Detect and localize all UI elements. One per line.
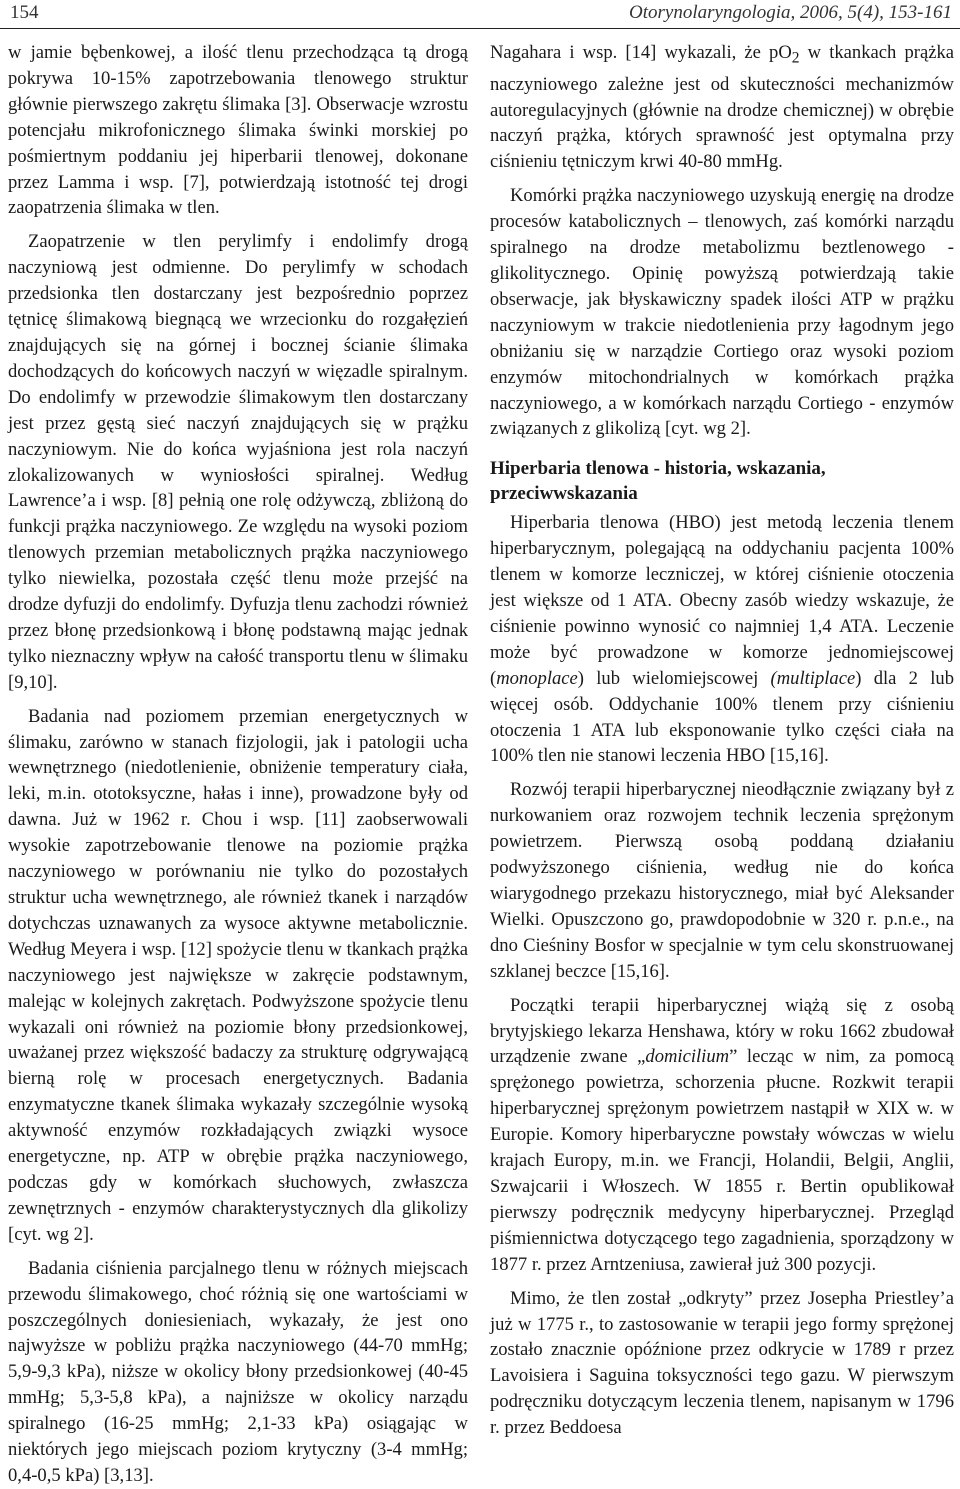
section-heading: Hiperbaria tlenowa - historia, wskazania, przeciwwskazania <box>490 458 826 505</box>
text-run: ” lecząc w nim, za pomocą sprężonego powietrza, schorzenia płucne. Rozkwit terapii hiperbarycznej sprężonym powietrzem nastąpił w XIX w. w Europie. Komory hiperbaryczne powstały wówczas w wielu krajach Europy, m.in. we Francji, Holandii, Belgii, Anglii, Szwajcarii i Włoszech. W 1855 r. Bertin opublikował pierwszy podręcznik medycyny hiperbarycznej. Przegląd piśmiennictwa dotyczącego tego zagadnienia, sporządzony w 1877 r. przez Arntzeniusa, zawierał już 300 pozycji. <box>490 1046 955 1275</box>
italic-term: (multiplace <box>770 667 856 689</box>
header-rule <box>0 28 960 29</box>
subscript: 2 <box>791 49 800 67</box>
italic-term: domicilium <box>645 1046 730 1068</box>
left-column <box>8 40 468 1486</box>
text-run: w tkankach prążka naczyniowego zależne jest od skuteczności mechanizmów autoregulacyjnych (głównie na drodze chemicznej) w obrębie naczyń prążka, których sprawność jest optymalna przy ciśnieniu tętniczym krwi 40-80 mmHg. <box>490 42 954 173</box>
page-number: 154 <box>10 2 39 23</box>
text-run: Początki terapii hiperbarycznej wiążą się z osobą brytyjskiego lekarza Henshawa, który w roku 1662 zbudował urządzenie zwane „ <box>490 994 954 1068</box>
text-run: ) dla 2 lub więcej osób. Oddychanie 100% tlenem przy ciśnieniu otoczenia 1 ATA lub eksponowanie tylko części ciała na 100% tlen nie stanowi leczenia HBO [15,16]. <box>490 667 954 767</box>
paragraph: w jamie bębenkowej, a ilość tlenu przechodząca tą drogą pokrywa 10-15% zapotrzebowania tlenowego struktur głównie pierwszego zakrętu ślimaka [3]. Obserwacje wzrostu potencjału mikrofonicznego ślimaka świnki morskiej po pośmiertnym poddaniu jej hiperbarii tlenowej, dokonane przez Lamma i wsp. [7], potwierdzają istotność tej drogi zaopatrzenia ślimaka w tlen. <box>8 42 468 219</box>
paragraph <box>490 993 954 1278</box>
journal-citation: Otorynolaryngologia, 2006, 5(4), 153-161 <box>629 2 952 23</box>
paragraph: Badania nad poziomem przemian energetycznych w ślimaku, zarówno w stanach fizjologii, jak i patologii ucha wewnętrznego (niedotlenienie, obniżenie temperatury ciała, leki, m.in. ototoksyczne, hałas i inne), prowadzone były od dawna. Już w 1962 r. Chou i wsp. [11] zaobserwowali wysokie zapotrzebowanie tlenowe na poziomie prążka naczyniowego w porównaniu nie tylko do pozostałych struktur ucha wewnętrznego, ale również tkanek i narządów dotychczas uznawanych za wysoce aktywne metabolicznie. Według Meyera i wsp. [12] spożycie tlenu w tkankach prążka naczyniowego jest największe w zakręcie podstawnym, malejąc w kolejnych zakrętach. Podwyższone spożycie tlenu wykazali oni również na poziomie błony przedsionkowej, uważanej przez większość badaczy za strukturę odgrywającą bierną rolę w procesach energetycznych. Badania enzymatyczne tkanek ślimaka wykazały szczególnie wysoką aktywność enzymów rozkładających związki wysoce energetyczne, np. ATP w obrębie prążka naczyniowego, podczas gdy w komórkach słuchowych, zwłaszcza zewnętrznych - enzymów charakterystycznych dla glikolizy [cyt. wg 2]. <box>8 705 468 1245</box>
paragraph: Badania ciśnienia parcjalnego tlenu w różnych miejscach przewodu ślimakowego, choć różnią się one wartościami w poszczególnych doniesieniach, wykazały, że jest ono najwyższe w pobliżu prążka naczyniowego (44-70 mmHg; 5,9-9,3 kPa), niższe w okolicy błony przedsionkowej (40-45 mmHg; 5,3-5,8 kPa), a najniższe w okolicy narządu spiralnego (16-25 mmHg; 2,1-33 kPa) osiągając w niektórych jego miejscach poziom krytyczny (3-4 mmHg; 0,4-0,5 kPa) [3,13]. <box>8 1257 468 1486</box>
paragraph: Mimo, że tlen został „odkryty” przez Josepha Priestley’a już w 1775 r., to zastosowanie w terapii jego formy sprężonej zostało znacznie opóźnione przez odkrycie w 1789 r przez Lavoisiera i Saguina toksyczności tego gazu. W pierwszym podręczniku dotyczącym leczenia tlenem, napisanym w 1796 r. przez Beddoesa <box>490 1287 954 1439</box>
paragraph: Rozwój terapii hiperbarycznej nieodłącznie związany był z nurkowaniem oraz rozwojem technik leczenia sprężonym powietrzem. Pierwszą osobą poddaną działaniu podwyższonego ciśnienia, według nie do końca wiarygodnego przekazu historycznego, miał być Aleksander Wielki. Opuszczono go, prawdopodobnie w 320 r. p.n.e., na dno Cieśniny Bosfor w specjalnie w tym celu skonstruowanej szklanej beczce [15,16]. <box>490 779 954 982</box>
paragraph: Zaopatrzenie w tlen perylimfy i endolimfy drogą naczyniową jest odmienne. Do perylimfy w schodach przedsionka tlen dostarczany jest bezpośrednio poprzez tętnicę ślimakową biegnącą we wrzecionku do rozgałęzień znajdujących się na górnej i bocznej ścianie ślimaka dochodzących do końcowych naczyń w więzadle spiralnym. Do endolimfy w przewodzie ślimakowym tlen dostarczany jest przez gęstą sieć naczyń znajdujących się w prążku naczyniowym. Nie do końca wyjaśniona jest rola naczyń zlokalizowanych w wyniosłości spiralnej. Według Lawrence’a i wsp. [8] pełnią one rolę odżywczą, zbliżoną do funkcji prążka naczyniowego. Ze względu na wysoki poziom tlenowych przemian metabolicznych prążka naczyniowego tylko niewielka, pozostała część tlenu może przejść na drodze dyfuzji do endolimfy. Dyfuzja tlenu zachodzi również przez błonę przedsionkową i błonę podstawną mając jednak tylko nieznaczny wpływ na całość transportu tlenu w ślimaku [9,10]. <box>8 231 468 693</box>
text-run: ) lub wielomiejscowej <box>577 667 771 689</box>
paragraph <box>490 510 954 769</box>
paragraph: Komórki prążka naczyniowego uzyskują energię na drodze procesów katabolicznych – tlenowych, zaś komórki narządu spiralnego na drodze metabolizmu beztlenowego - glikolitycznego. Opinię powyższą potwierdzają takie obserwacje, jak błyskawiczny spadek ilości ATP w prążku naczyniowym w trakcie niedotlenienia przy łagodnym jego obniżaniu się w narządzie Cortiego oraz wysoki poziom enzymów mitochondrialnych w komórkach prążka naczyniowego, a w komórkach narządu Cortiego - enzymów związanych z glikolizą [cyt. wg 2]. <box>490 185 954 440</box>
italic-term: monoplace <box>496 667 578 689</box>
paragraph <box>490 40 954 175</box>
text-run: Hiperbaria tlenowa (HBO) jest metodą leczenia tlenem hiperbarycznym, polegającą na oddychaniu pacjenta 100% tlenem w komorze leczniczej, w której ciśnienie otoczenia jest większe od 1 ATA. Obecny zasób wiedzy wskazuje, że ciśnienie powinno wynosić co najmniej 1,4 ATA. Leczenie może być prowadzone w komorze jednomiejscowej ( <box>490 512 954 689</box>
right-column <box>490 40 955 1439</box>
page-header <box>0 0 960 34</box>
text-run: Nagahara i wsp. [14] wykazali, że pO <box>490 42 792 63</box>
